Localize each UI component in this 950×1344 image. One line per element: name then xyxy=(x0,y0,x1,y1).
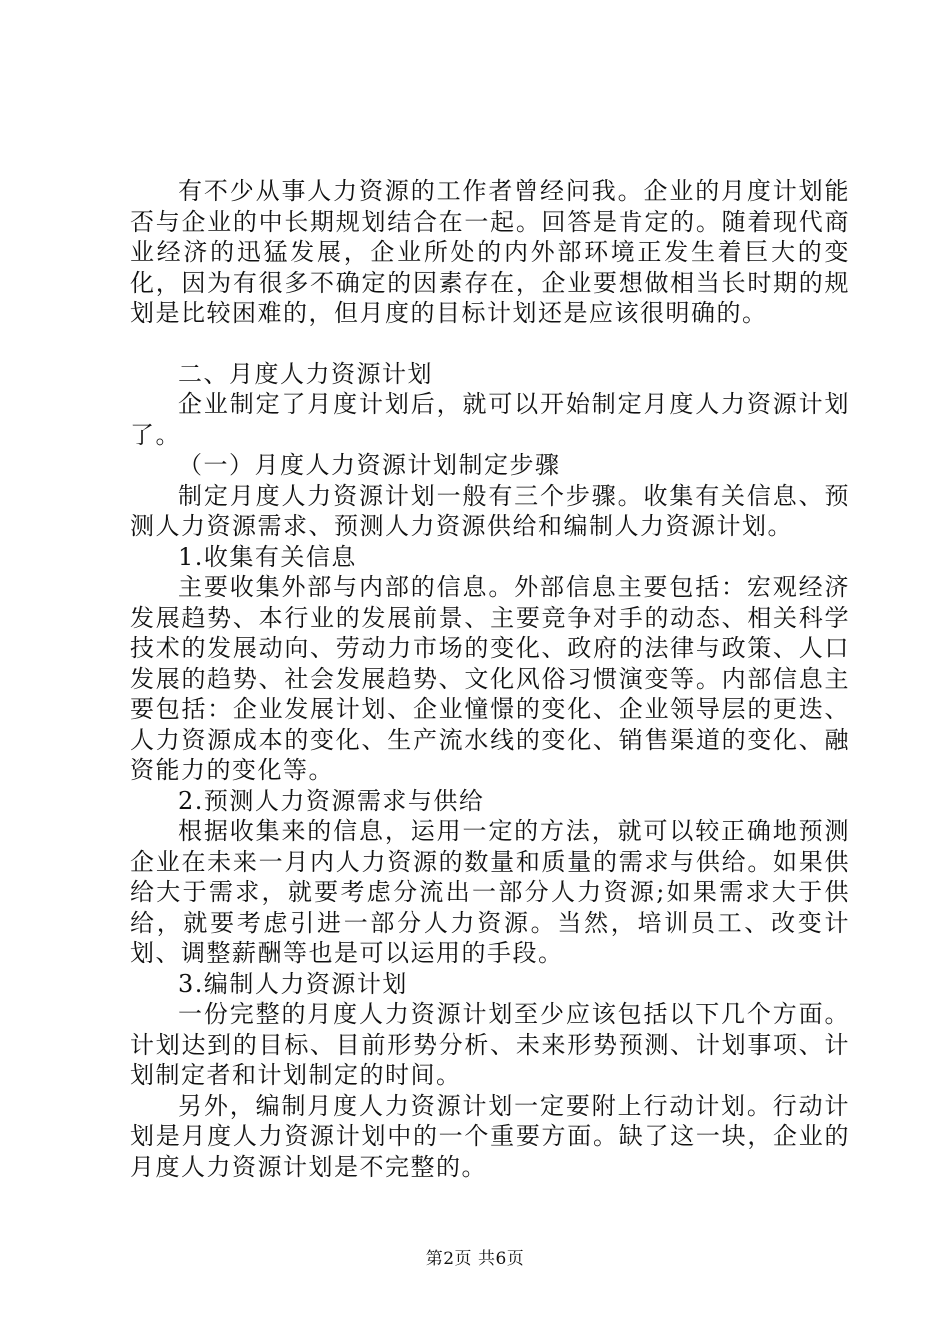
paragraph: 另外，编制月度人力资源计划一定要附上行动计划。行动计划是月度人力资源计划中的一个重要方面。缺了这一块，企业的月度人力资源计划是不完整的。 xyxy=(130,1091,850,1181)
subsection-heading: （一）月度人力资源计划制定步骤 xyxy=(178,451,561,479)
paragraph: 制定月度人力资源计划一般有三个步骤。收集有关信息、预测人力资源需求、预测人力资源供给和编制人力资源计划。 xyxy=(130,481,850,540)
paragraph: 根据收集来的信息，运用一定的方法，就可以较正确地预测企业在未来一月内人力资源的数量和质量的需求与供给。如果供给大于需求，就要考虑分流出一部分人力资源;如果需求大于供给，就要考虑引进一部分人力资源。当然，培训员工、改变计划、调整薪酬等也是可以运用的手段。 xyxy=(130,817,850,967)
paragraph-gap xyxy=(130,329,850,359)
step-heading: 2.预测人力资源需求与供给 xyxy=(178,786,485,815)
paragraph: 主要收集外部与内部的信息。外部信息主要包括：宏观经济发展趋势、本行业的发展前景、主要竞争对手的动态、相关科学技术的发展动向、劳动力市场的变化、政府的法律与政策、人口发展的趋势、社会发展趋势、文化风俗习惯演变等。内部信息主要包括：企业发展计划、企业憧憬的变化、企业领导层的更迭、人力资源成本的变化、生产流水线的变化、销售渠道的变化、融资能力的变化等。 xyxy=(130,573,850,784)
step-heading: 3.编制人力资源计划 xyxy=(178,969,408,998)
paragraph: 一份完整的月度人力资源计划至少应该包括以下几个方面。计划达到的目标、目前形势分析、未来形势预测、计划事项、计划制定者和计划制定的时间。 xyxy=(130,1000,850,1089)
paragraph-intro: 有不少从事人力资源的工作者曾经问我。企业的月度计划能否与企业的中长期规划结合在一起。回答是肯定的。随着现代商业经济的迅猛发展，企业所处的内外部环境正发生着巨大的变化，因为有很多不确定的因素存在，企业要想做相当长时期的规划是比较困难的，但月度的目标计划还是应该很明确的。 xyxy=(130,177,850,327)
document-body xyxy=(130,176,850,1182)
paragraph: 企业制定了月度计划后，就可以开始制定月度人力资源计划了。 xyxy=(130,390,850,449)
page-number-footer: 第2页 共6页 xyxy=(425,1249,525,1269)
section-heading: 二、月度人力资源计划 xyxy=(178,359,433,388)
step-heading: 1.收集有关信息 xyxy=(178,542,357,571)
